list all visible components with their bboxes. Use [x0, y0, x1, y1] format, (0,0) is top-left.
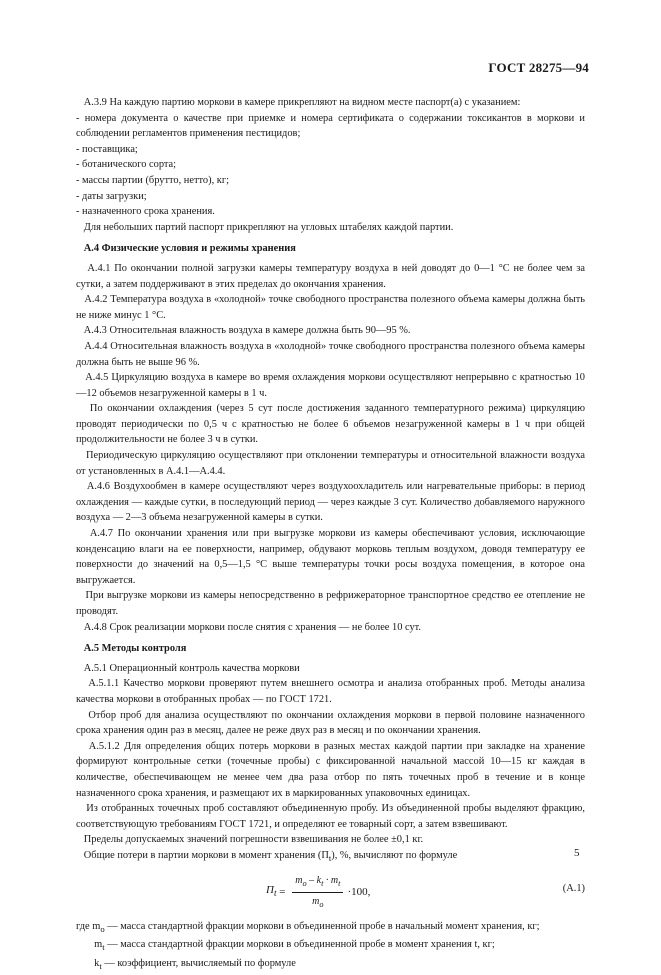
formula-denominator: $m_o$ [312, 896, 324, 910]
section-a4 [76, 261, 585, 635]
paragraph: А.4.2 Температура воздуха в «холодной» точке свободного пространства полезного объема камеры должна быть не ниже минус 1 °С. [76, 294, 585, 321]
paragraph: А.5.1.2 Для определения общих потерь моркови в разных местах каждой партии при закладке на хранение формируют контрольные сетки (точечные пробы) с фиксированной начальной массой 10—15 кг каждая в количестве, обеспечивающем не менее чем два раза отбор по пять точечных проб в течение и в конце назначенного срока хранения, и размещают их в маркированных упаковочных единицах. [76, 740, 585, 799]
paragraph: А.4.4 Относительная влажность воздуха в «холодной» точке свободного пространства полезного объема камеры должна быть не выше 96 %. [76, 340, 585, 368]
formula-fraction [292, 873, 343, 913]
paragraph: А.4.1 По окончании полной загрузки камеры температуру воздуха в ней доводят до 0—1 °С не более чем за сутки, а затем поддерживают в этих пределах до окончания хранения. [76, 262, 585, 290]
document-header: ГОСТ 28275—94 [488, 60, 589, 75]
section-heading-a4: А.4 Физические условия и режимы хранения [76, 243, 296, 255]
paragraph: Из отобранных точечных проб составляют объединенную пробу. Из объединенной пробы выделяют фракцию, соответствующую требованиям ГОСТ 1721, и определяют ее товарный сорт, а затем взвешивают. [76, 803, 585, 830]
paragraph: А.4.7 По окончании хранения или при выгрузке моркови из камеры обеспечивают условия, исключающие конденсацию влаги на ее поверхности, например, обдувают морковь теплым воздухом, доводя температуру ее поверхности до значений на 0,5—1,5 °С выше температуры точки росы воздуха помещения, в которое она выгружается. [76, 528, 585, 586]
equation-number: (А.1) [562, 882, 585, 894]
section-a5 [76, 661, 585, 867]
formula [266, 873, 370, 913]
paragraph: А.5.1.1 Качество моркови проверяют путем внешнего осмотра и анализа отобранных проб. Методы анализа качества моркови в отобранных пробах — по ГОСТ 1721. [76, 678, 585, 705]
list-item: - массы партии (брутто, нетто), кг; [76, 174, 229, 186]
list-item: - даты загрузки; [76, 190, 147, 202]
definition-item: где $m_o$ — масса стандартной фракции моркови в объединенной пробе в начальный момент хранения, кг; [76, 920, 540, 934]
paragraph: По окончании охлаждения (через 5 сут после достижения заданного температурного режима) циркуляцию проводят периодически по 0,5 ч с кратностью не более 6 объемов незагруженной камеры в 1 ч при общей продолжительности не более 3 ч в сутки. [76, 403, 585, 446]
equals-sign: = [276, 885, 289, 898]
section-a39 [76, 95, 585, 235]
definitions [76, 919, 585, 975]
paragraph: Отбор проб для анализа осуществляют по окончании охлаждения моркови в первой половине назначенного срока хранения один раз в месяц, далее не реже двух раз в месяц и по окончании хранения. [76, 709, 585, 737]
formula-numerator: $m_o - k_t \cdot m_t$ [292, 873, 343, 894]
paragraph: А.3.9 На каждую партию моркови в камере прикрепляют на видном месте паспорт(а) с указанием: [76, 97, 521, 108]
body-text [76, 95, 585, 975]
list-item: - поставщика; [76, 143, 138, 155]
formula-tail: ·100, [347, 885, 371, 898]
paragraph: При выгрузке моркови из камеры непосредственно в рефрижераторное транспортное средство ее отепление не проводят. [76, 590, 585, 617]
section-heading-a5: А.5 Методы контроля [76, 643, 187, 655]
definition-item: $k_t$ — коэффициент, вычисляемый по формуле [76, 957, 296, 971]
paragraph: А.5.1 Операционный контроль качества моркови [76, 662, 300, 674]
formula-intro: Общие потери в партии моркови в момент хранения $(П_t)$, %, вычисляют по формуле [76, 849, 458, 863]
paragraph: Периодическую циркуляцию осуществляют при отклонении температуры и относительной влажности воздуха от установленных в А.4.1—А.4.4. [76, 450, 585, 477]
paragraph: А.4.5 Циркуляцию воздуха в камере во время охлаждения моркови осуществляют непрерывно с кратностью 10—12 объемов незагруженной камеры в 1 ч. [76, 372, 585, 399]
paragraph: Для небольших партий паспорт прикрепляют на угловых штабелях каждой партии. [76, 221, 454, 233]
definition-item: $m_t$ — масса стандартной фракции моркови в объединенной пробе в момент хранения t, кг; [76, 939, 495, 953]
formula-block [76, 871, 585, 915]
paragraph: - номера документа о качестве при приемке и номера сертификата о содержании токсикантов в моркови и соблюдении регламентов применения пестицидов; [76, 112, 585, 140]
paragraph: А.4.8 Срок реализации моркови после снятия с хранения — не более 10 сут. [76, 621, 422, 633]
paragraph: А.4.3 Относительная влажность воздуха в камере должна быть 90—95 %. [76, 325, 411, 337]
list-item: - назначенного срока хранения. [76, 206, 215, 218]
page-number: 5 [574, 847, 580, 859]
list-item: - ботанического сорта; [76, 159, 177, 171]
formula-lhs: $П_t$ [266, 884, 277, 899]
paragraph: А.4.6 Воздухообмен в камере осуществляют через воздухоохладитель или нагревательные приборы: в период охлаждения — каждые сутки, в последующий период — через каждые 3 сут. Количество добавляемого наружного воздуха — 2—3 объема незагруженной камеры в сутки. [76, 481, 585, 524]
paragraph: Пределы допускаемых значений погрешности взвешивания не более ±0,1 кг. [76, 834, 424, 846]
